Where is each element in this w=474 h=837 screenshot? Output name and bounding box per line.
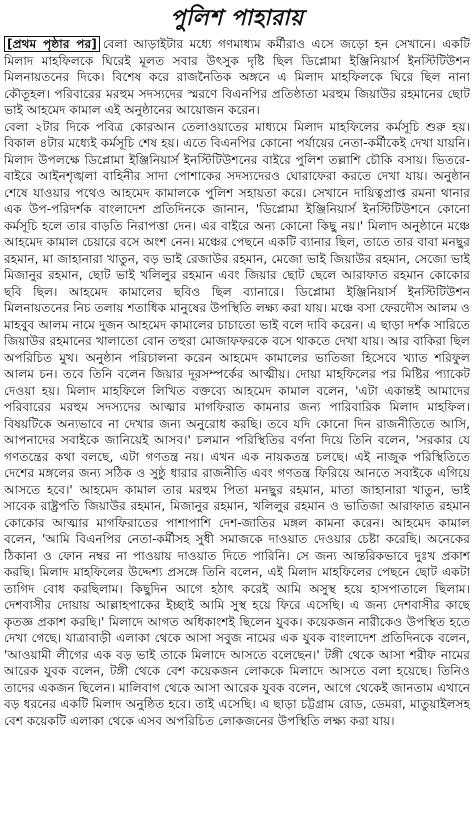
article-body xyxy=(4,36,470,729)
paragraph-text: বেলা আড়াইটার মধ্যে গণমাধ্যম কর্মীরাও এসে জড়ো হন সেখানে। একটি মিলাদ মাহফিলকে ঘিরেই মূলত সবার উৎসুক দৃষ্টি ছিল ডিপ্লোমা ইঞ্জিনিয়ার্স ইনস্টিটিউশন মিলনায়তনের দিকে। বিশেষ করে রাজনৈতিক অঙ্গনে এ মিলাদ মাহফিলকে ঘিরে ছিল নানা কৌতূহল। পরিবারের মরহুম সদস্যদের স্মরণে বিএনপির প্রতিষ্ঠাতা মরহুম জিয়াউর রহমানের ছোট ভাই আহমেদ কামাল এই অনুষ্ঠানের আয়োজন করেন। xyxy=(4,37,470,117)
article-paragraph-1 xyxy=(4,36,470,119)
article-headline: পুলিশ পাহারায় xyxy=(170,6,304,31)
article-paragraph-2: বেলা ২টার দিকে পবিত্র কোরআন তেলাওয়াতের মাধ্যমে মিলাদ মাহফিলের কর্মসূচি শুরু হয়। বিকাল ৪টার মধ্যেই কর্মসূচি শেষ হয়। এতে বিএনপির কোনো পর্যায়ের নেতা-কর্মীকেই দেখা যায়নি। মিলাদ উপলক্ষে ডিপ্লোমা ইঞ্জিনিয়ার্স ইনস্টিটিউশনের বাইরে পুলিশ তল্লাশি চৌকি বসায়। ভিতরে-বাইরে আইনশৃঙ্খলা বাহিনীর সাদা পোশাকের সদস্যদেরও ঘোরাফেরা করতে দেখা যায়। অনুষ্ঠান শেষে যাওয়ার পথেও আহমেদ কামালকে পুলিশ সহায়তা করে। সেখানে দায়িত্বপ্রাপ্ত রমনা থানার এক উপ-পরিদর্শক বাংলাদেশ প্রতিদিনকে জানান, 'ডিপ্লোমা ইঞ্জিনিয়ার্স ইনস্টিটিউশনে কোনো কর্মসূচি হলে তার বাড়তি নিরাপত্তা দেন। এর বাইরে অন্য কোনো কিছু নয়।' মিলাদ অনুষ্ঠানে মঞ্চে আহমেদ কামাল চেয়ারে বসে অংশ নেন। মঞ্চের পেছনে একটি ব্যানার ছিল, তাতে তার বাবা মনছুর রহমান, মা জাহানারা খাতুন, বড় ভাই রেজাউর রহমান, মেজো ভাই জিয়াউর রহমান, সেজো ভাই মিজানুর রহমান, ছোট ভাই খলিলুর রহমান এবং জিয়ার ছোট ছেলে আরাফাত রহমান কোকোর ছবি ছিল। আহমেদ কামালের ছবিও ছিল ব্যানারে। ডিপ্লোমা ইঞ্জিনিয়ার্স ইনস্টিটিউশন মিলনায়তনের নিচ তলায় শতাধিক মানুষের উপস্থিতি লক্ষ্য করা যায়। মঞ্চে বসা ফেরদৌস আলম ও মাহবুব আলম নামে দুজন আহমেদ কামালের চাচাতো ভাই বলে দাবি করেন। এ ছাড়া দর্শক সারিতে জিয়াউর রহমানের খালাতো বোন তহুরা মোজাফফরকে বসে থাকতে দেখা যায়। আর বাকিরা ছিল অপরিচিত মুখ। অনুষ্ঠান পরিচালনা করেন আহমেদ কামালের ভাতিজা হিসেবে খ্যাত শরিফুল আলম চন। তবে তিনি বলেন জিয়ার দূরসম্পর্কের আত্মীয়। দোয়া মাহফিলের পর মিষ্টির প্যাকেট দেওয়া হয়। মিলাদ মাহফিলে লিখিত বক্তব্যে আহমেদ কামাল বলেন, 'এটা একান্তই আমাদের পরিবারের মরহুম সদস্যদের আত্মার মাগফিরাত কামনার জন্য পারিবারিক মিলাদ মাহফিল। বিষয়টিকে অন্যভাবে না দেখার জন্য অনুরোধ করছি। তবে যদি কোনো দিন রাজনীতিতে আসি, আপনাদের সবাইকে জানিয়েই আসব।' চলমান পরিস্থিতির বর্ণনা দিয়ে তিনি বলেন, 'সরকার যে গণতন্ত্রের কথা বলছে, এটা গণতন্ত্র নয়। এখন এক নায়কতন্ত্র চলছে। এই নাজুক পরিস্থিতিতে দেশের মঙ্গলের জন্য সঠিক ও সুষ্ঠু ধারার রাজনীতি এবং গণতন্ত্র ফিরিয়ে আনতে সবাইকে এগিয়ে আসতে হবে।' আহমেদ কামাল তার মরহুম পিতা মনছুর রহমান, মাতা জাহানারা খাতুন, ভাই সাবেক রাষ্ট্রপতি জিয়াউর রহমান, মিজানুর রহমান, খলিলুর রহমান ও ভাতিজা আরাফাত রহমান কোকোর আত্মার মাগফিরাতের পাশাপাশি দেশ-জাতির মঙ্গল কামনা করেন। আহমেদ কামাল বলেন, 'আমি বিএনপির নেতা-কর্মীসহ সুধী সমাজকে দাওয়াত দেওয়ার চেষ্টা করেছি। অনেকের ঠিকানা ও ফোন নম্বর না পাওয়ায় দাওয়াত দিতে পারিনি। সে জন্য আন্তরিকভাবে দুঃখ প্রকাশ করছি। মিলাদ মাহফিলের উদ্দেশ্য প্রসঙ্গে তিনি বলেন, এই মিলাদ মাহফিলের পেছনে ছোট একটা তাগিদ বোধ করছিলাম। কিছুদিন আগে হঠাৎ করেই আমি অসুস্থ হয়ে হাসপাতালে ছিলাম। দেশবাসীর দোয়ায় আল্লাহপাকের ইচ্ছাই আমি সুস্থ হয়ে ফিরে এসেছি। এ জন্য দেশবাসীর কাছে কৃতজ্ঞ প্রকাশ করছি।' মিলাদে আগত অধিকাংশই ছিলেন যুবক। কয়েকজন নারীকেও উপস্থিত হতে দেখা গেছে। যাত্রাবাড়ী এলাকা থেকে আসা সবুজ নামের এক যুবক বাংলাদেশ প্রতিদিনকে বলেন, 'আওয়ামী লীগের এক বড় ভাই তাকে মিলাদে আসতে বলেছেন।' টঙ্গী থেকে আসা শরীফ নামের আরেক যুবক বলেন, টঙ্গী থেকে বেশ কয়েকজন লোককে মিলাদে আসতে বলা হয়েছে। তিনিও তাদের একজন ছিলেন। মালিবাগ থেকে আসা আরেক যুবক বলেন, আগে থেকেই জানতাম এখানে বড় ধরনের একটি মিলাদ অনুষ্ঠিত হবে। তাই এসেছি। এ ছাড়া চট্টগ্রাম রোড, ডেমরা, মাতুয়াইলসহ বেশ কয়েকটি এলাকা থেকে এসব অপরিচিত লোকজনের উপস্থিতি লক্ষ্য করা যায়। xyxy=(4,119,470,728)
continued-from-label: [প্রথম পৃষ্ঠার পর] xyxy=(4,36,100,52)
news-article xyxy=(4,2,470,835)
